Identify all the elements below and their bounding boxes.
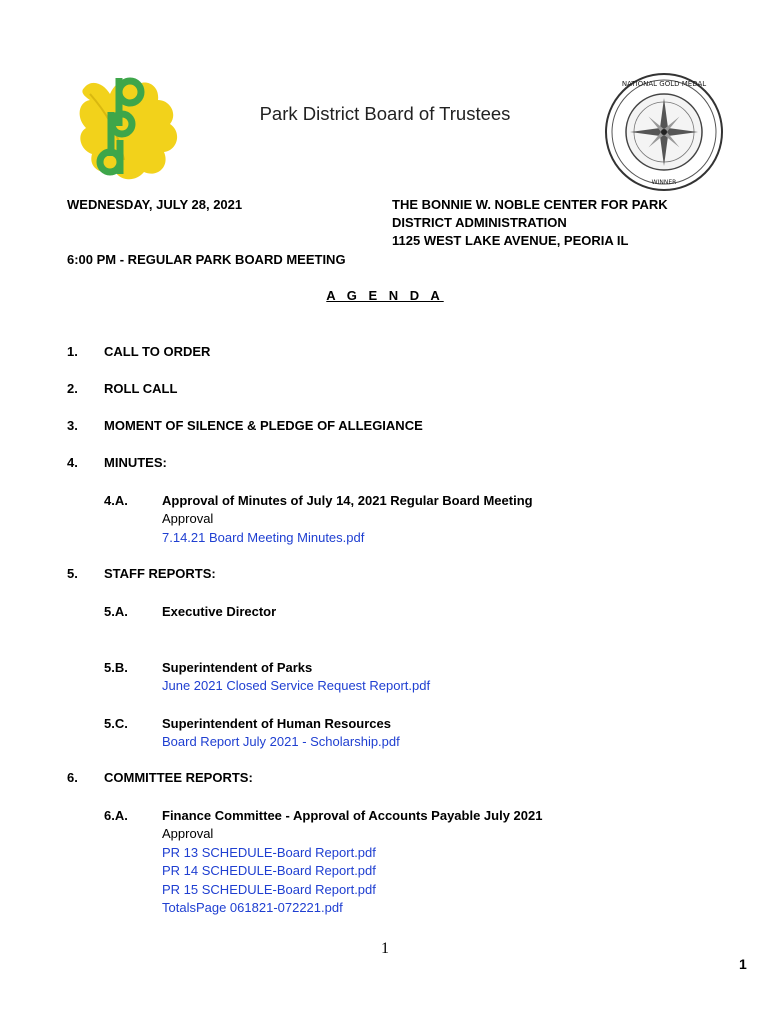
document-title: Park District Board of Trustees <box>259 103 511 124</box>
attachment-link[interactable]: PR 15 SCHEDULE-Board Report.pdf <box>162 881 376 897</box>
item-label: MINUTES: <box>104 455 167 470</box>
subitem-number: 4.A. <box>104 493 128 508</box>
agenda-heading: A G E N D A <box>326 288 444 303</box>
subitem-number: 5.A. <box>104 604 128 619</box>
location-line: DISTRICT ADMINISTRATION <box>392 215 567 230</box>
attachment-link[interactable]: Board Report July 2021 - Scholarship.pdf <box>162 734 400 749</box>
meeting-type: 6:00 PM - REGULAR PARK BOARD MEETING <box>67 252 346 267</box>
attachment-link[interactable]: TotalsPage 061821-072221.pdf <box>162 900 343 915</box>
meeting-date: WEDNESDAY, JULY 28, 2021 <box>67 197 243 212</box>
subitem-title: Executive Director <box>162 604 277 619</box>
subitem-title: Approval of Minutes of July 14, 2021 Regular Board Meeting <box>162 493 533 508</box>
subitem-4a <box>162 492 533 547</box>
page-number: 1 <box>381 940 389 957</box>
subitem-note: Approval <box>162 511 214 526</box>
item-number: 3. <box>67 418 78 433</box>
attachment-link[interactable]: PR 14 SCHEDULE-Board Report.pdf <box>162 863 376 878</box>
location-line: 1125 WEST LAKE AVENUE, PEORIA IL <box>392 233 629 248</box>
subitem-number: 5.C. <box>104 716 128 731</box>
park-district-logo <box>74 70 186 188</box>
item-number: 6. <box>67 770 78 785</box>
svg-text:NATIONAL GOLD MEDAL: NATIONAL GOLD MEDAL <box>621 80 707 88</box>
subitem-number: 6.A. <box>104 808 128 823</box>
corner-page-number: 1 <box>739 956 747 972</box>
gold-medal-seal <box>604 72 724 192</box>
subitem-title: Finance Committee - Approval of Accounts Payable July 2021 <box>162 808 543 823</box>
subitem-5b <box>162 659 430 696</box>
item-number: 1. <box>67 344 78 359</box>
svg-text:WINNER: WINNER <box>651 179 677 186</box>
item-label: CALL TO ORDER <box>104 344 211 359</box>
subitem-title: Superintendent of Parks <box>162 660 313 675</box>
item-number: 4. <box>67 455 78 470</box>
item-label: MOMENT OF SILENCE & PLEDGE OF ALLEGIANCE <box>104 418 423 433</box>
location-line: THE BONNIE W. NOBLE CENTER FOR PARK <box>392 197 668 212</box>
attachment-link[interactable]: PR 13 SCHEDULE-Board Report.pdf <box>162 844 376 860</box>
subitem-note: Approval <box>162 826 214 841</box>
item-number: 5. <box>67 566 78 581</box>
attachment-link[interactable]: 7.14.21 Board Meeting Minutes.pdf <box>162 529 365 545</box>
subitem-number: 5.B. <box>104 660 128 675</box>
subitem-5c <box>162 715 400 752</box>
item-label: ROLL CALL <box>104 381 178 396</box>
item-label: COMMITTEE REPORTS: <box>104 770 253 785</box>
attachment-link[interactable]: June 2021 Closed Service Request Report.pdf <box>162 678 431 693</box>
meeting-location <box>392 196 668 250</box>
subitem-title: Superintendent of Human Resources <box>162 716 391 731</box>
item-number: 2. <box>67 381 78 396</box>
subitem-6a <box>162 807 542 918</box>
item-label: STAFF REPORTS: <box>104 566 216 581</box>
